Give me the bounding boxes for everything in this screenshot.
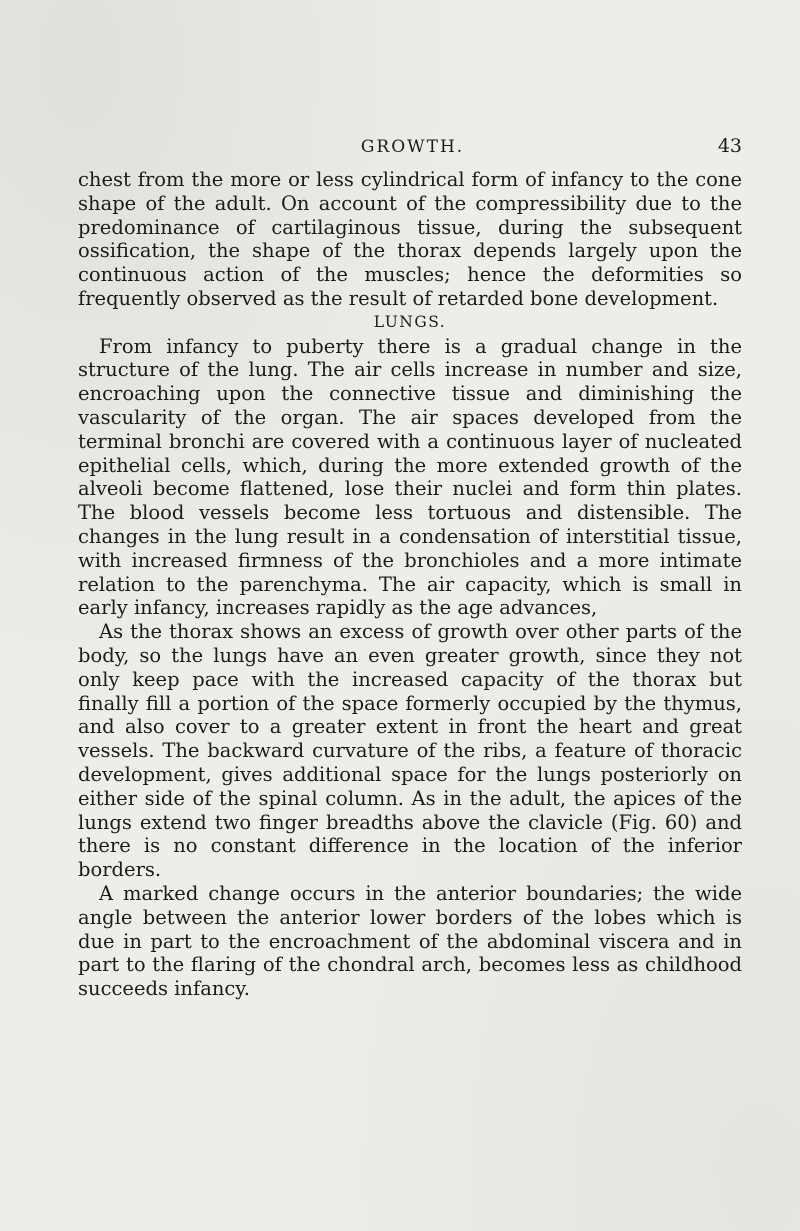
- paragraph-continued: chest from the more or less cylindrical form of infancy to the cone shape of the adult. On account of the compressibility due to the predominance of cartilaginous tissue, during the subsequent ossification, the shape of the thorax depends largely upon the continuous action of the muscles; hence the deformities so frequently observed as the result of retarded bone development.: [78, 168, 742, 310]
- body-text: [78, 168, 742, 1001]
- paragraph: As the thorax shows an excess of growth over other parts of the body, so the lungs have an even greater growth, since they not only keep pace with the increased capacity of the thorax but finally fill a portion of the space formerly occupied by the thymus, and also cover to a greater extent in front the heart and great vessels. The backward curvature of the ribs, a feature of thoracic development, gives additional space for the lungs posteriorly on either side of the spinal column. As in the adult, the apices of the lungs extend two finger breadths above the clavicle (Fig. 60) and there is no constant difference in the location of the inferior borders.: [78, 620, 742, 882]
- page-number: 43: [717, 135, 742, 157]
- paragraph: From infancy to puberty there is a gradual change in the structure of the lung. The air cells increase in number and size, encroaching upon the connective tissue and diminishing the vascularity of the organ. The air spaces developed from the terminal bronchi are covered with a continuous layer of nucleated epithelial cells, which, during the more extended growth of the alveoli become flattened, lose their nuclei and form thin plates. The blood vessels become less tortuous and distensible. The changes in the lung result in a condensation of interstitial tissue, with increased firmness of the bronchioles and a more intimate relation to the parenchyma. The air capacity, which is small in early infancy, increases rapidly as the age advances,: [78, 334, 742, 620]
- section-heading-lungs: LUNGS.: [373, 312, 447, 331]
- running-head-title: GROWTH.: [360, 137, 465, 157]
- paragraph: A marked change occurs in the anterior boundaries; the wide angle between the anterior lower borders of the lobes which is due in part to the encroachment of the abdominal viscera and in part to the flaring of the chondral arch, becomes less as childhood succeeds infancy.: [78, 881, 742, 1001]
